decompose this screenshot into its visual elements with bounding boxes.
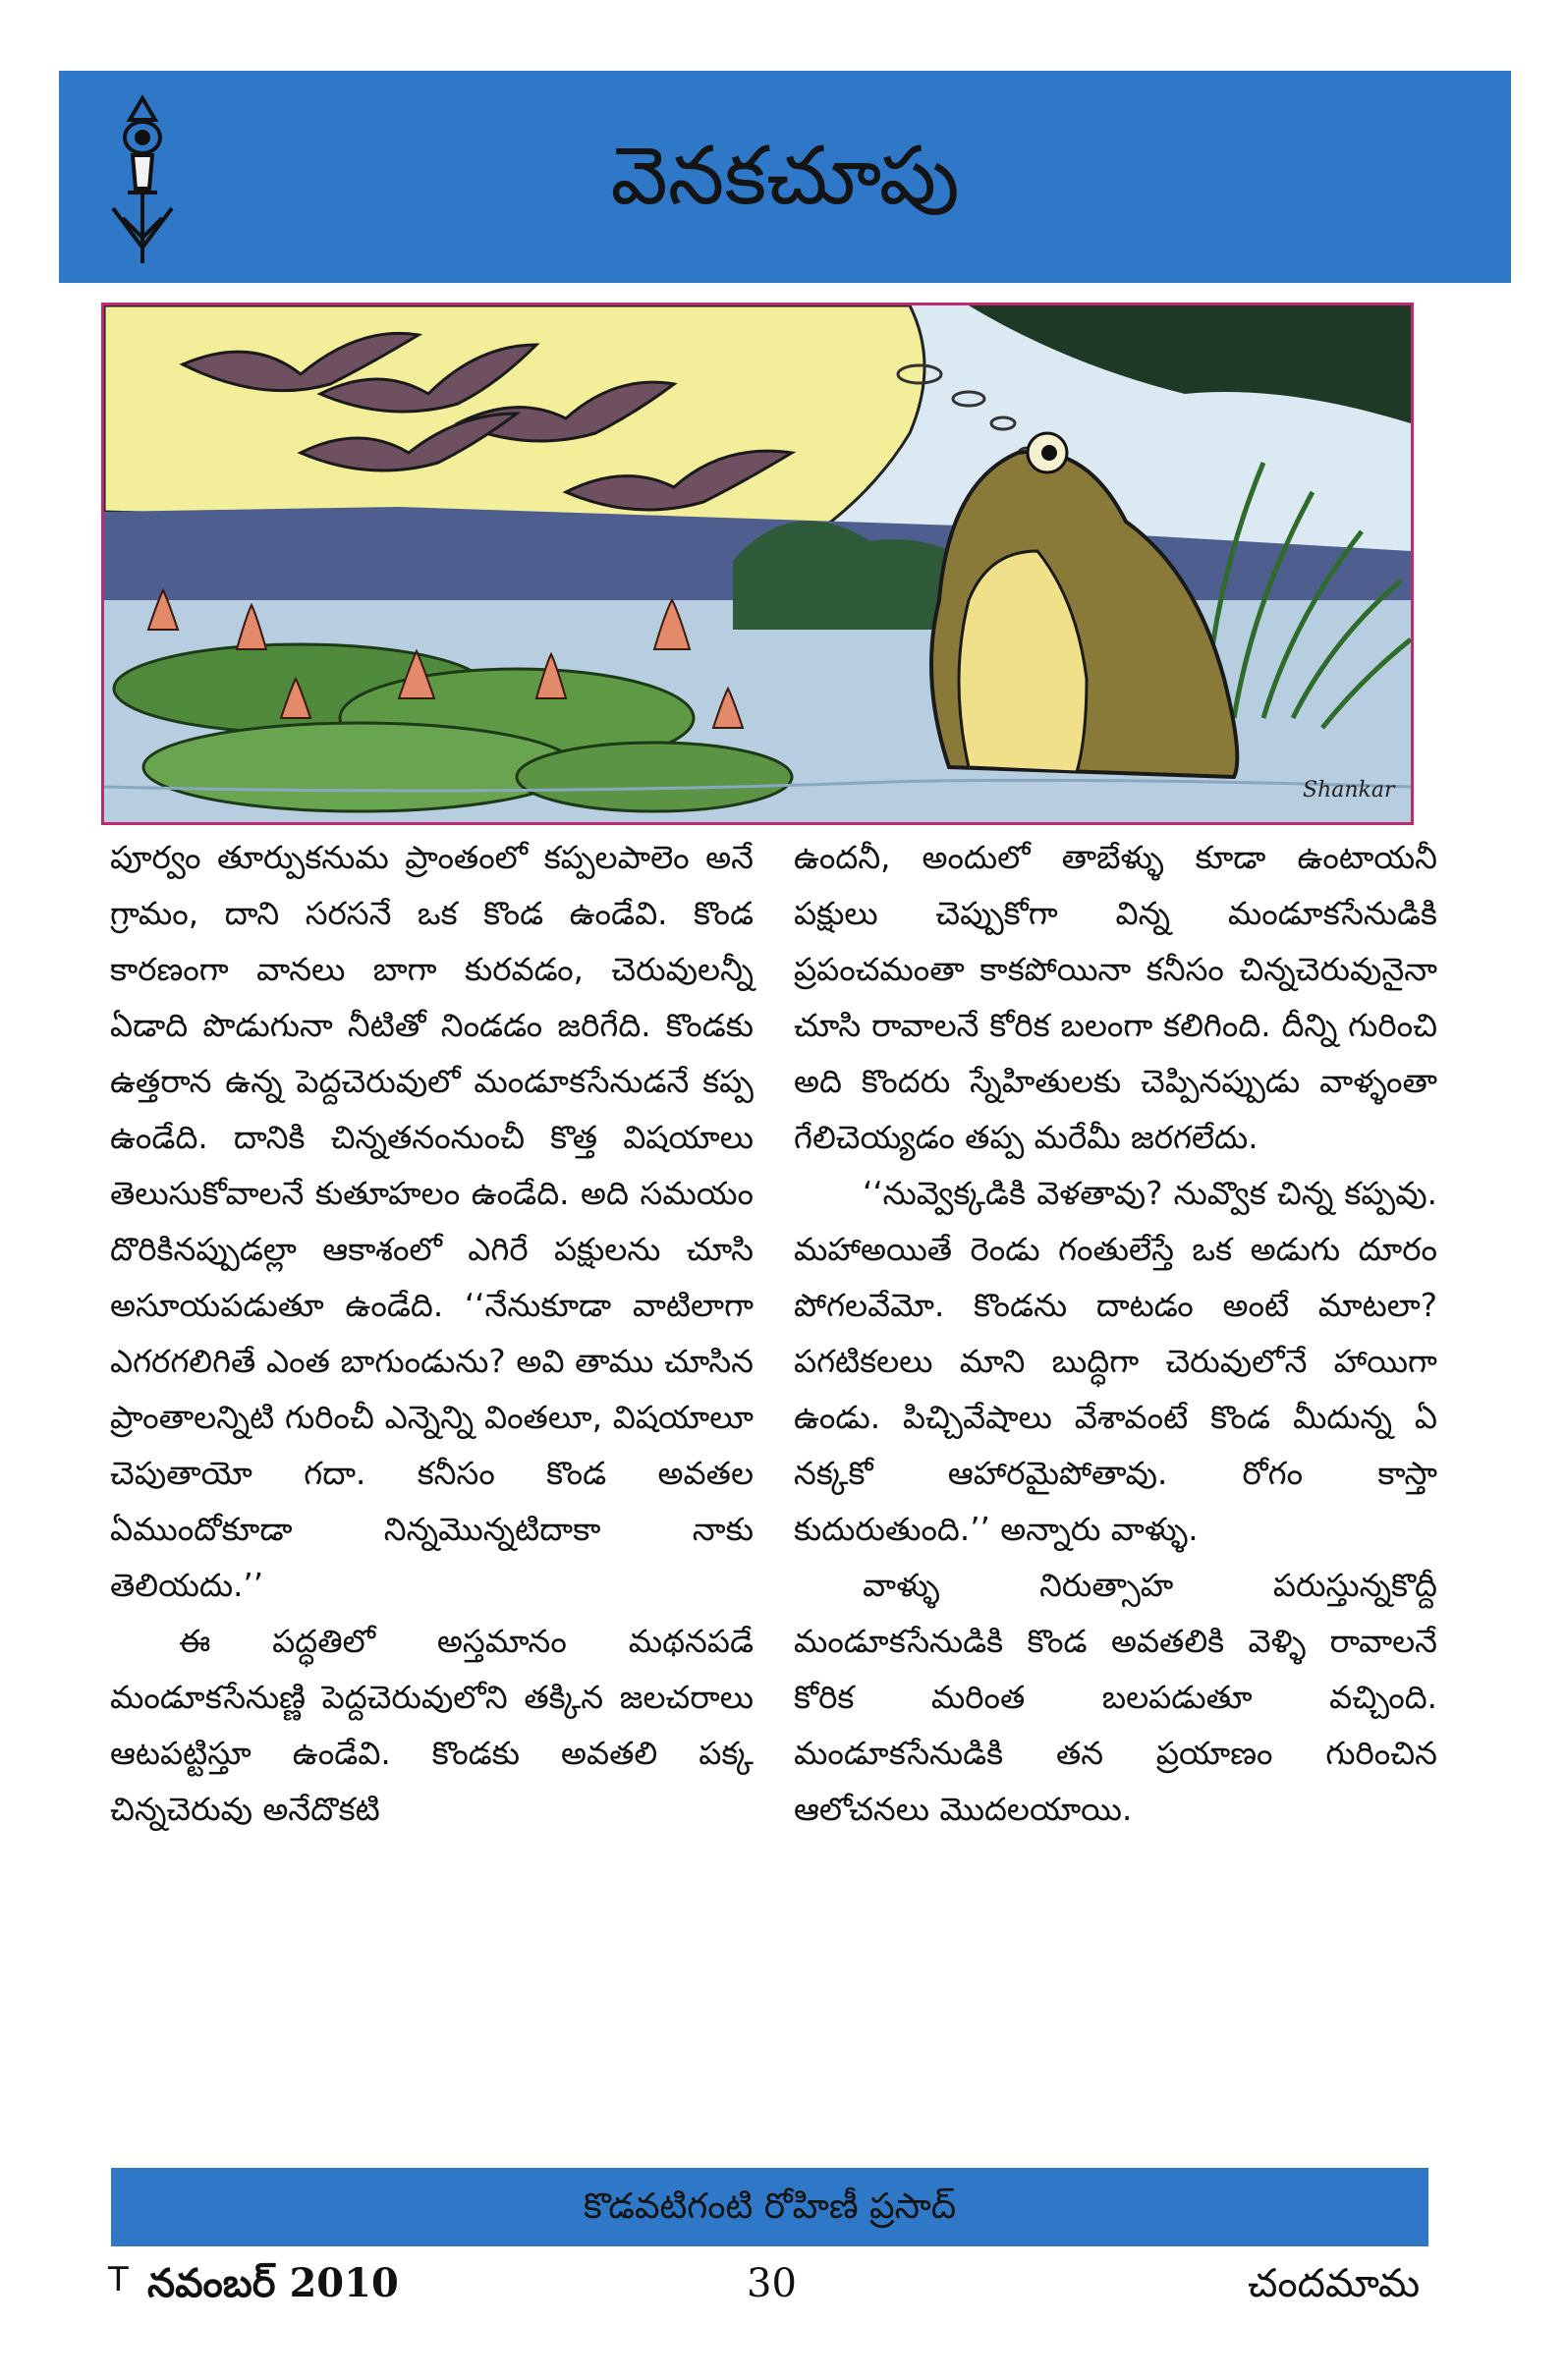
- story-column-right: [794, 830, 1437, 2151]
- illustrator-signature: Shankar: [1303, 778, 1395, 803]
- author-credit: కొడవటిగంటి రోహిణీ ప్రసాద్: [111, 2168, 1428, 2246]
- story-paragraph: ‘‘నువ్వెక్కడికి వెళతావు? నువ్వొక చిన్న కప్పవు. మహాఅయితే రెండు గంతులేస్తే ఒక అడుగు దూరం పోగలవేమో. కొండను దాటడం అంటే మాటలా? పగటికలలు మాని బుద్ధిగా చెరువులోనే హాయిగా ఉండు. పిచ్చివేషాలు వేశావంటే కొండ మీదున్న ఏ నక్కకో ఆహారమైపోతావు. రోగం కాస్తా కుదురుతుంది.’’ అన్నారు వాళ్ళు.: [794, 1175, 1437, 1548]
- footer-month-year: నవంబర్ 2010: [147, 2260, 399, 2306]
- magazine-name: చందమామ: [1248, 2261, 1421, 2306]
- story-illustration: [101, 303, 1414, 825]
- story-paragraph: ఉందనీ, అందులో తాబేళ్ళు కూడా ఉంటాయనీ పక్షులు చెప్పుకోగా విన్న మండూకసేనుడికి ప్రపంచమంతా కాకపోయినా కనీసం చిన్నచెరువునైనా చూసి రావాలనే కోరిక బలంగా కలిగింది. దీన్ని గురించి అది కొందరు స్నేహితులకు చెప్పినప్పుడు వాళ్ళంతా గేలిచెయ్యడం తప్ప మరేమీ జరగలేదు.: [794, 839, 1437, 1156]
- title-band: [59, 71, 1511, 283]
- footer-mark: T: [108, 2260, 129, 2299]
- story-paragraph: పూర్వం తూర్పుకనుమ ప్రాంతంలో కప్పలపాలెం అనే గ్రామం, దాని సరసనే ఒక కొండ ఉండేవి. కొండ కారణంగా వానలు బాగా కురవడం, చెరువులన్నీ ఏడాది పొడుగునా నీటితో నిండడం జరిగేది. కొండకు ఉత్తరాన ఉన్న పెద్దచెరువులో మండూకసేనుడనే కప్ప ఉండేది. దానికి చిన్నతనంనుంచీ కొత్త విషయాలు తెలుసుకోవాలనే కుతూహలం ఉండేది. అది సమయం దొరికినప్పుడల్లా ఆకాశంలో ఎగిరే పక్షులను చూసి అసూయపడుతూ ఉండేది. ‘‘నేనుకూడా వాటిలాగా ఎగరగలిగితే ఎంత బాగుండును? అవి తాము చూసిన ప్రాంతాలన్నిటి గురించీ ఎన్నెన్ని వింతలూ, విషయాలూ చెపుతాయో గదా. కనీసం కొండ అవతల ఏముందోకూడా నిన్నమొన్నటిదాకా నాకు తెలియదు.’’: [110, 839, 754, 1604]
- story-title: వెనకచూపు: [610, 130, 960, 223]
- page-number: 30: [747, 2261, 797, 2306]
- story-paragraph: ఈ పద్ధతిలో అస్తమానం మథనపడే మండూకసేనుణ్ణి పెద్దచెరువులోని తక్కిన జలచరాలు ఆటపట్టిస్తూ ఉండేవి. కొండకు అవతలి పక్క చిన్నచెరువు అనేదొకటి: [110, 1623, 754, 1828]
- story-paragraph: వాళ్ళు నిరుత్సాహ పరుస్తున్నకొద్దీ మండూకసేనుడికి కొండ అవతలికి వెళ్ళి రావాలనే కోరిక మరింత బలపడుతూ వచ్చింది. మండూకసేనుడికి తన ప్రయాణం గురించిన ఆలోచనలు మొదలయాయి.: [794, 1567, 1437, 1828]
- story-column-left: [110, 830, 754, 2151]
